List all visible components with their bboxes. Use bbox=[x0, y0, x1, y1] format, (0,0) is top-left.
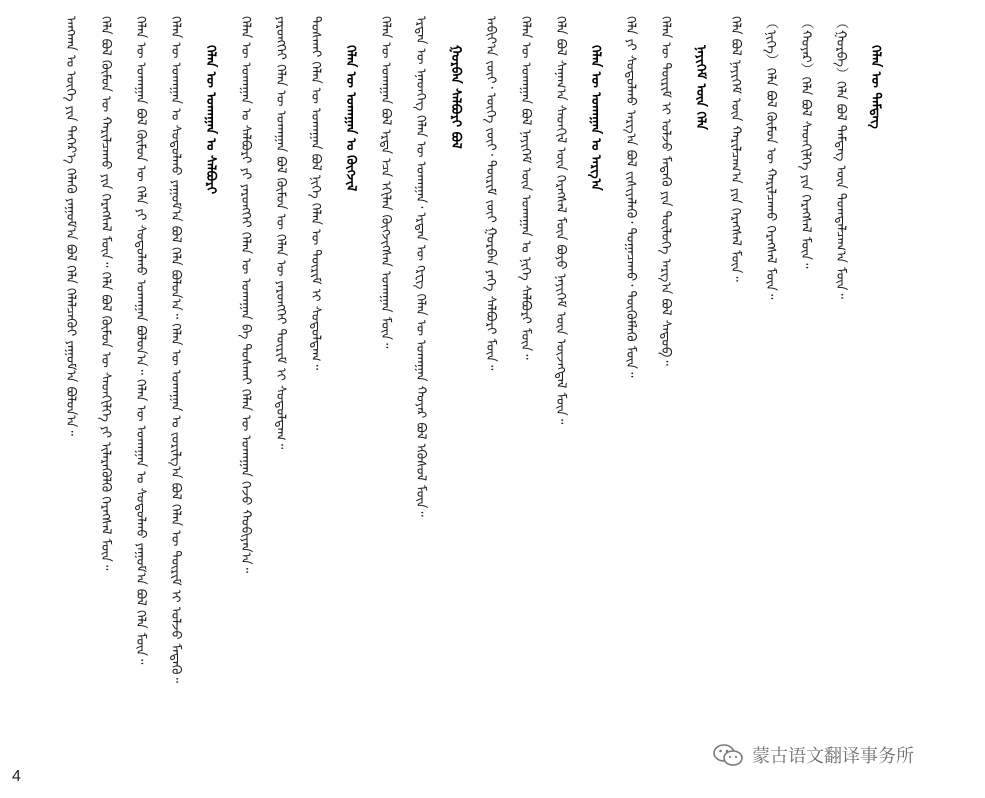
text-column: ᠠᠨᠭᠬᠠᠨ ᠤ ᠦᠭᠡ ᠶᠢᠨ ᠳᠡᠭᠡᠷ᠎ᠡ ᠬᠡᠯᠡᠬᠦ ᠶᠠᠭᠤᠮ᠎ᠠ ᠪᠣᠯ ᠬᠡᠯᠡ ᠬᠡᠯᠡᠯᠴᠡᠬᠦᠢ ᠶᠠᠭᠤᠮ᠎ᠠ ᠪᠣᠯᠤᠨ᠎ᠠ᠃ bbox=[63, 16, 78, 436]
wechat-icon bbox=[712, 743, 744, 767]
section-heading-column: ᠬᠡᠯᠡᠨ ᠦ ᠲᠡᠮᠳᠡᠭ bbox=[868, 45, 883, 129]
text-column: ᠬᠡᠯᠡᠨ ᠦ ᠤᠬᠠᠭᠠᠨ ᠤ ᠰᠠᠯᠪᠤᠷᠢ ᠶᠢ ᠶᠡᠷᠦᠩᠬᠡᠢ ᠬᠡᠯᠡᠨ ᠦ ᠤᠬᠠᠭᠠᠨ ᠪᠠ ᠲᠤᠰᠬᠠᠶ ᠬᠡᠯᠡᠨ ᠦ ᠤᠬᠠᠭᠠᠨ ᠭᠡᠵᠦ ᠬᠤᠪᠢᠶᠠᠨ᠎ᠠ᠃ bbox=[238, 16, 253, 574]
text-column: ᠬᠡᠯᠡᠨ ᠦ ᠳᠦᠷᠢᠮ ᠢ ᠣᠯᠵᠤ ᠮᠡᠳᠡᠬᠦ ᠶᠢᠨ ᠲᠥᠯᠥᠭᠡ ᠠᠷᠭ᠎ᠠ ᠪᠣᠯ ᠰᠡᠳᠦᠪ᠃ bbox=[658, 16, 673, 366]
text-column: ᠬᠡᠯᠡ ᠪᠣᠯ ᠰᠠᠨᠠᠭ᠎ᠠ ᠰᠡᠳᠬᠢᠯ ᠦᠨ ᠬᠡᠷᠡᠭᠰᠡᠯ ᠮᠥᠨ ᠪᠤᠶᠤ ᠨᠡᠶᠢᠭᠡᠮ ᠦᠨ ᠦᠵᠡᠭᠳᠡᠯ ᠮᠥᠨ᠃ bbox=[553, 16, 568, 425]
section-heading-column: ᠭᠤᠷᠪᠠᠨ ᠰᠠᠯᠪᠤᠷᠢ ᠪᠣᠯ bbox=[448, 45, 463, 149]
text-column: （ᠨᠢᠭᠡ）ᠬᠡᠯᠡ ᠪᠣᠯ ᠬᠦᠮᠦᠨ ᠦ ᠬᠠᠷᠢᠯᠴᠠᠬᠤ ᠬᠡᠷᠡᠭᠰᠡᠯ ᠮᠥᠨ᠃ bbox=[763, 16, 778, 300]
text-column: ᠬᠡᠯᠡᠨ ᠦ ᠤᠬᠠᠭᠠᠨ ᠪᠣᠯ ᠨᠡᠶᠢᠭᠡᠮ ᠦᠨ ᠤᠬᠠᠭᠠᠨ ᠤ ᠨᠢᠭᠡ ᠰᠠᠯᠪᠤᠷᠢ ᠮᠥᠨ᠃ bbox=[518, 16, 533, 360]
section-heading-column: ᠬᠡᠯᠡᠨ ᠦ ᠤᠬᠠᠭᠠᠨ ᠤ ᠬᠥᠭᠵᠢᠯ bbox=[343, 45, 358, 192]
text-column: （ᠬᠣᠶᠠᠷ）ᠬᠡᠯᠡ ᠪᠣᠯ ᠰᠡᠳᠬᠢᠯᠭᠡ ᠶᠢᠨ ᠬᠡᠷᠡᠭᠰᠡᠯ ᠮᠥᠨ᠃ bbox=[798, 16, 813, 269]
text-column: ᠬᠡᠯᠡᠨ ᠦ ᠤᠬᠠᠭᠠᠨ ᠪᠣᠯ ᠡᠷᠲᠡ ᠡᠴᠡ ᠡᠬᠢᠯᠡᠨ ᠬᠥᠭᠵᠢᠭᠰᠡᠨ ᠤᠬᠠᠭᠠᠨ ᠮᠥᠨ᠃ bbox=[378, 16, 393, 349]
text-column: ᠬᠡᠯᠡᠨ ᠦ ᠤᠬᠠᠭᠠᠨ ᠪᠣᠯ ᠬᠦᠮᠦᠨ ᠦ ᠬᠡᠯᠡ ᠶᠢ ᠰᠤᠳᠤᠯᠬᠤ ᠤᠬᠠᠭᠠᠨ ᠪᠣᠯᠤᠨ᠎ᠠ᠃ ᠬᠡᠯᠡᠨ ᠦ ᠤᠬᠠᠭᠠᠨ ᠤ ᠰᠤᠳᠤᠯᠬᠤ ᠶᠠᠭᠤᠮ᠎ᠠ ᠪᠣᠯ ᠬᠡᠯᠡ ᠮᠥᠨ᠃ bbox=[133, 16, 148, 665]
page-number: 4 bbox=[12, 768, 21, 785]
watermark-text: 蒙古语文翻译事务所 bbox=[752, 746, 914, 767]
section-heading-column: ᠨᠡᠶᠢᠭᠡᠮ ᠦᠨ ᠬᠡᠯᠡ bbox=[693, 45, 708, 130]
section-heading-column: ᠬᠡᠯᠡᠨ ᠦ ᠤᠬᠠᠭᠠᠨ ᠤ ᠠᠷᠭ᠎ᠠ bbox=[588, 45, 603, 191]
text-column: ᠬᠡᠯᠡ ᠶᠢ ᠰᠤᠳᠤᠯᠬᠤ ᠠᠷᠭ᠎ᠠ ᠪᠣᠯ ᠵᠢᠰᠢᠶᠡᠯᠡᠬᠦ᠂ ᠲᠣᠭᠠᠴᠠᠬᠤ᠂ ᠳᠦᠭᠦᠮᠯᠡᠬᠦ ᠮᠥᠨ᠃ bbox=[623, 16, 638, 378]
section-heading-column: ᠬᠡᠯᠡᠨ ᠦ ᠤᠬᠠᠭᠠᠨ ᠤ ᠰᠠᠯᠪᠤᠷᠢ bbox=[203, 45, 218, 195]
text-column: ᠡᠷᠲᠡᠨ ᠦ ᠡᠨᠡᠳᠬᠡᠭ ᠬᠡᠯᠡᠨ ᠦ ᠤᠬᠠᠭᠠᠨ᠂ ᠡᠷᠲᠡᠨ ᠦ ᠭᠷᠧᠭ ᠬᠡᠯᠡᠨ ᠦ ᠤᠬᠠᠭᠠᠨ ᠬᠣᠶᠠᠷ ᠪᠣᠯ ᠡᠭᠦᠰᠦᠯ ᠮᠥᠨ᠃ bbox=[413, 16, 428, 517]
text-column: ᠶᠡᠷᠦᠩᠬᠡᠢ ᠬᠡᠯᠡᠨ ᠦ ᠤᠬᠠᠭᠠᠨ ᠪᠣᠯ ᠬᠦᠮᠦᠨ ᠦ ᠬᠡᠯᠡᠨ ᠦ ᠶᠡᠷᠦᠩᠬᠡᠢ ᠳᠦᠷᠢᠮ ᠢ ᠰᠤᠳᠤᠯᠳᠠᠭ᠃ bbox=[273, 16, 288, 450]
text-column: ᠬᠡᠯᠡᠨ ᠦ ᠤᠬᠠᠭᠠᠨ ᠤ ᠰᠤᠳᠤᠯᠬᠤ ᠶᠠᠭᠤᠮ᠎ᠠ ᠪᠣᠯ ᠬᠡᠯᠡ ᠪᠣᠯᠤᠨ᠎ᠠ᠃ ᠬᠡᠯᠡᠨ ᠦ ᠤᠬᠠᠭᠠᠨ ᠤ ᠵᠣᠷᠢᠯᠭ᠎ᠠ ᠪᠣᠯ ᠬᠡᠯᠡᠨ ᠦ ᠳᠦᠷᠢᠮ ᠢ ᠣᠯᠵᠤ ᠮᠡᠳᠡᠬᠦ᠃ bbox=[168, 16, 183, 684]
watermark bbox=[712, 742, 914, 768]
text-column: ᠲᠤᠰᠬᠠᠶ ᠬᠡᠯᠡᠨ ᠦ ᠤᠬᠠᠭᠠᠨ ᠪᠣᠯ ᠨᠢᠭᠡ ᠬᠡᠯᠡᠨ ᠦ ᠳᠦᠷᠢᠮ ᠢ ᠰᠤᠳᠤᠯᠳᠠᠭ᠃ bbox=[308, 16, 323, 371]
text-column: ᠬᠡᠯᠡ ᠪᠣᠯ ᠬᠦᠮᠦᠨ ᠦ ᠬᠠᠷᠢᠯᠴᠠᠬᠤ ᠶᠢᠨ ᠬᠡᠷᠡᠭᠰᠡᠯ ᠮᠥᠨ᠃ ᠬᠡᠯᠡ ᠪᠣᠯ ᠬᠦᠮᠦᠨ ᠦ ᠰᠡᠳᠬᠢᠯᠭᠡ ᠶᠢ ᠢᠯᠡᠷᠡᠭᠦᠯᠬᠦ ᠬᠡᠷᠡᠭᠰᠡᠯ ᠮᠥᠨ᠃ bbox=[98, 16, 113, 571]
text-column: ᠬᠡᠯᠡ ᠪᠣᠯ ᠨᠡᠶᠢᠭᠡᠮ ᠦᠨ ᠬᠠᠷᠢᠯᠴᠠᠭ᠎ᠠ ᠶᠢᠨ ᠬᠡᠷᠡᠭᠰᠡᠯ ᠮᠥᠨ᠃ bbox=[728, 16, 743, 282]
text-column: ᠠᠪᠢᠶ᠎ᠠ ᠵᠦᠢ᠂ ᠦᠭᠡ ᠵᠦᠢ᠂ ᠳᠦᠷᠢᠮ ᠵᠦᠢ ᠭᠤᠷᠪᠠᠨ ᠶᠡᠬᠡ ᠰᠠᠯᠪᠤᠷᠢ ᠮᠥᠨ᠃ bbox=[483, 16, 498, 371]
text-column: （ᠭᠤᠷᠪᠠ）ᠬᠡᠯᠡ ᠪᠣᠯ ᠲᠡᠮᠳᠡᠭ ᠦᠨ ᠲᠣᠭᠳᠠᠯᠴᠠᠭ᠎ᠠ ᠮᠥᠨ᠃ bbox=[833, 16, 848, 299]
